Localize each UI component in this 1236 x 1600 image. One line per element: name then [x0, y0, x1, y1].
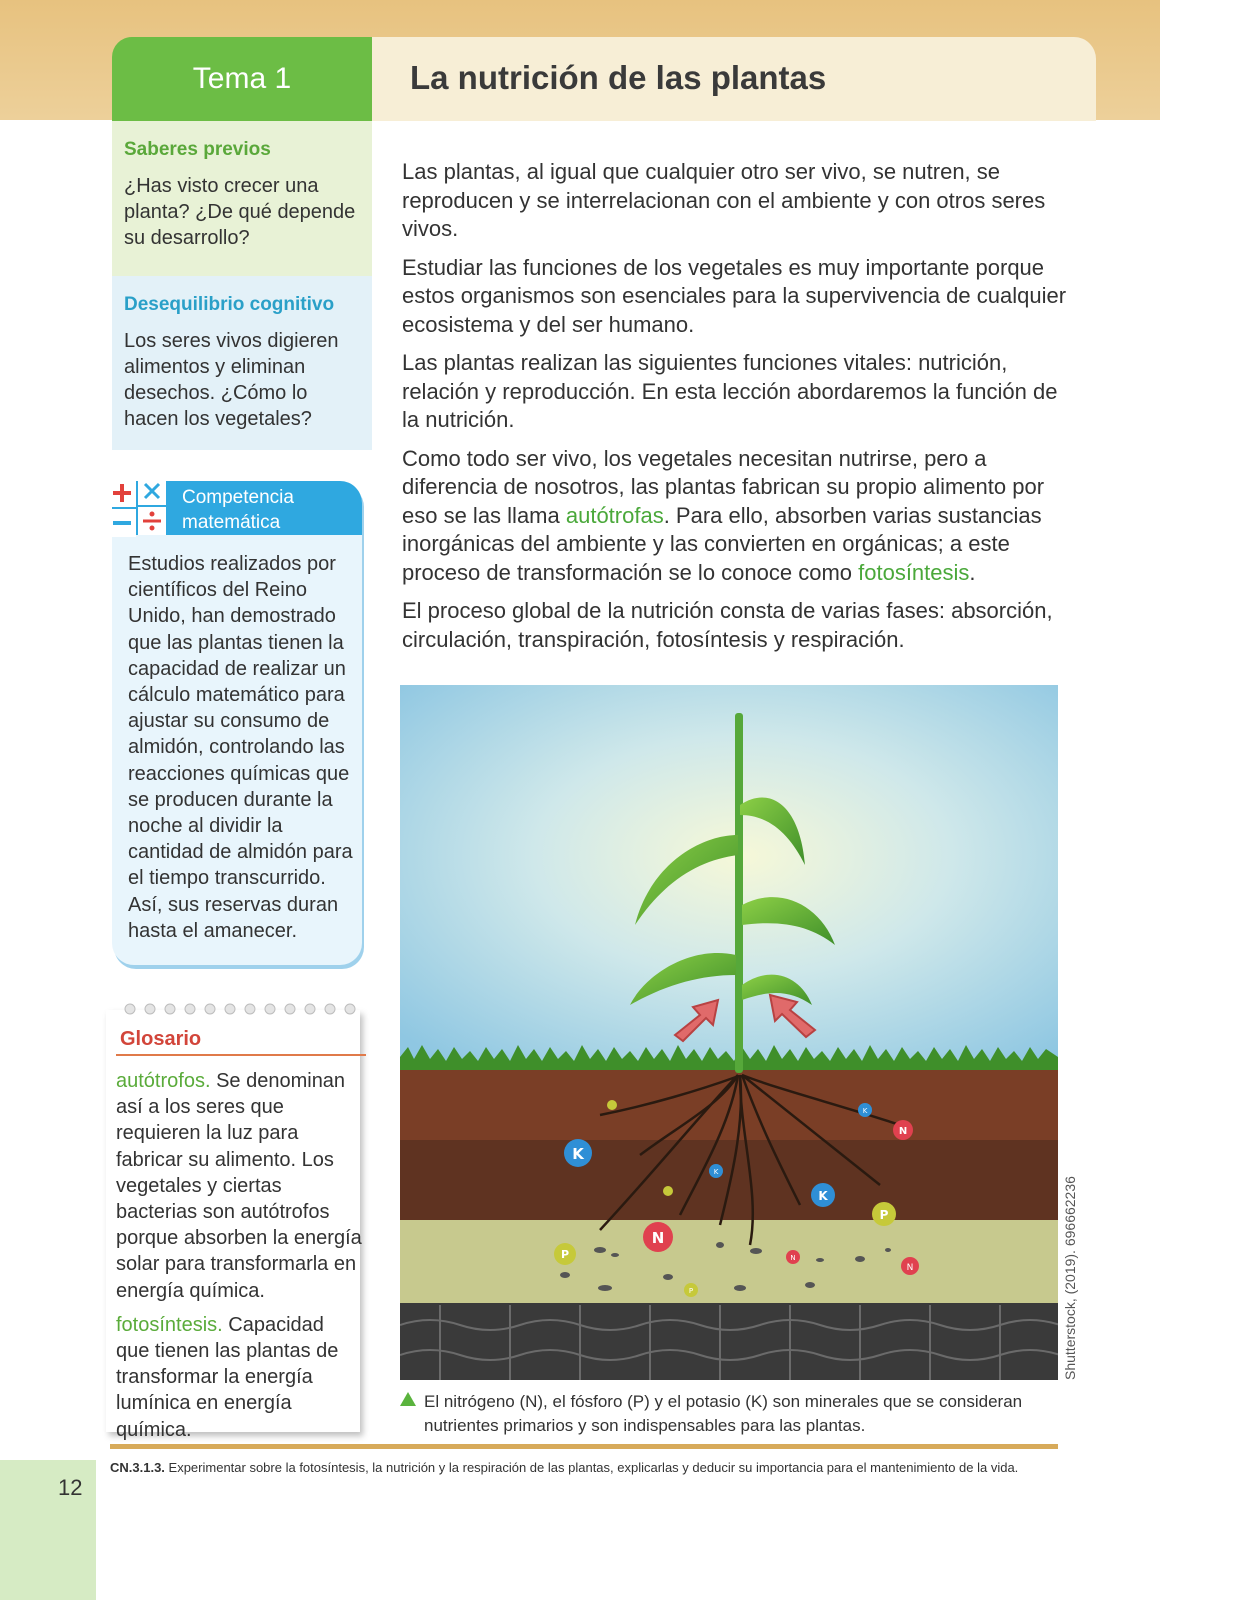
glossary-term: fotosíntesis.: [116, 1313, 223, 1336]
nutrient-k-label: K: [862, 1107, 868, 1115]
plant-soil-svg: [400, 685, 1058, 1380]
sand-layer: [400, 1220, 1058, 1305]
nutrient-p: [554, 1243, 576, 1265]
desequilibrio-heading: Desequilibrio cognitivo: [124, 294, 335, 315]
bedrock: [400, 1303, 1058, 1380]
body-text: .: [969, 559, 976, 585]
glossary-definition: Se denominan así a los seres que requieren la luz para fabricar su alimento. Los vegetales y ciertas bacterias son autótrofos porque absorben la energía solar para transformarla en energía química.: [116, 1070, 362, 1302]
chapter-header: [112, 37, 1096, 121]
image-credit: Shutterstock, (2019). 696662236: [1062, 1176, 1078, 1380]
glosario-heading: Glosario: [120, 1028, 202, 1050]
body-paragraph: Las plantas realizan las siguientes funciones vitales: nutrición, relación y reproducción. En esta lección abordaremos la función de la nutrición.: [402, 350, 1058, 432]
competencia-heading: Competencia matemática: [182, 487, 294, 533]
saberes-text: ¿Has visto crecer una planta? ¿De qué depende su desarrollo?: [124, 175, 356, 249]
glosario-card: [106, 1010, 362, 1441]
glossary-entry: [116, 1068, 362, 1304]
plant-stem: [735, 713, 743, 1073]
curriculum-code: CN.3.1.3.: [110, 1460, 165, 1475]
keyword-fotosintesis: fotosíntesis: [858, 559, 970, 585]
nutrient-n: [643, 1222, 673, 1252]
body-text: . Para ello, absorben varias sustancias inorgánicas del ambiente y las convierten en orgánicas; a este proceso de transformación se lo conoce como: [402, 502, 1042, 585]
glossary-definition: Capacidad que tienen las plantas de transformar la energía lumínica en energía química.: [116, 1313, 339, 1441]
topsoil: [400, 1065, 1058, 1140]
nutrient-p-label: P: [879, 1208, 889, 1222]
desequilibrio-box: [112, 276, 372, 450]
nutrient-k-label: K: [713, 1168, 719, 1176]
page-title: La nutrición de las plantas: [410, 59, 827, 96]
sidebar-info: [112, 121, 372, 450]
nutrient-n-label: N: [898, 1126, 908, 1137]
nutrient-n: [901, 1257, 919, 1275]
nutrient-p-label: P: [688, 1287, 694, 1295]
desequilibrio-text: Los seres vivos digieren alimentos y eliminan desechos. ¿Cómo lo hacen los vegetales?: [124, 330, 339, 430]
math-operations-icon: [106, 473, 170, 539]
nutrient-p: [684, 1283, 698, 1297]
body-paragraph: Las plantas, al igual que cualquier otro ser vivo, se nutren, se reproducen y se interrelacionan con el ambiente y con otros seres vivos.: [402, 159, 1046, 241]
saberes-previos-box: [112, 121, 372, 276]
notebook-rings: [122, 1002, 362, 1016]
competencia-text: Estudios realizados por científicos del Reino Unido, han demostrado que las plantas tienen la capacidad de realizar un cálculo matemático para ajustar su consumo de almidón, controlando las reacciones químicas que se producen durante la noche al dividir la cantidad de almidón para el tiempo transcurrido. Así, sus reservas duran hasta el amanecer.: [128, 553, 353, 942]
nutrient-k-label: K: [818, 1189, 828, 1203]
sky: [400, 685, 1058, 1065]
competencia-card: [112, 481, 362, 965]
nutrient-k: [858, 1103, 872, 1117]
nutrient-dot: [607, 1100, 617, 1110]
nutrient-k: [564, 1139, 592, 1167]
plant-illustration: [400, 685, 1058, 1380]
page-edge: [1160, 0, 1236, 1600]
main-body: [402, 158, 1072, 664]
nutrient-k-label: K: [572, 1145, 584, 1163]
topic-tab: Tema 1: [112, 37, 372, 121]
saberes-heading: Saberes previos: [124, 139, 271, 160]
triangle-icon: [400, 1392, 416, 1406]
curriculum-standard: [110, 1460, 1070, 1475]
nutrient-p: [872, 1202, 896, 1226]
nutrient-n-label: N: [906, 1263, 914, 1273]
curriculum-text: Experimentar sobre la fotosíntesis, la nutrición y la respiración de las plantas, explicarlas y deducir su importancia para el mantenimiento de la vida.: [164, 1460, 1019, 1475]
body-paragraph: Estudiar las funciones de los vegetales es muy importante porque estos organismos son esenciales para la supervivencia de cualquier ecosistema y del ser humano.: [402, 254, 1067, 337]
body-text: Como todo ser vivo, los vegetales necesitan nutrirse, pero a diferencia de nosotros, las plantas fabrican su propio alimento por eso se las llama: [402, 445, 1045, 528]
footer-rule: [110, 1444, 1058, 1449]
caption-text: El nitrógeno (N), el fósforo (P) y el potasio (K) son minerales que se consideran nutrientes primarios y son indispensables para las plantas.: [424, 1392, 1023, 1435]
nutrient-n: [893, 1120, 913, 1140]
keyword-autotrofas: autótrofas: [565, 502, 664, 528]
title-box: [372, 37, 1096, 121]
nutrient-n: [786, 1250, 800, 1264]
nutrient-p-label: P: [560, 1248, 570, 1261]
nutrient-n-label: N: [651, 1229, 665, 1247]
glosario-rule: [116, 1054, 366, 1056]
competencia-header: [112, 481, 362, 535]
body-paragraph: [402, 445, 1072, 588]
glosario-entries: [116, 1068, 362, 1451]
nutrient-n-label: N: [790, 1254, 796, 1262]
glossary-entry: [116, 1312, 362, 1443]
nutrient-k: [811, 1183, 835, 1207]
nutrient-k: [709, 1164, 723, 1178]
glossary-term: autótrofos.: [116, 1070, 211, 1092]
nutrient-dot: [663, 1186, 673, 1196]
body-paragraph: El proceso global de la nutrición consta de varias fases: absorción, circulación, transpiración, fotosíntesis y respiración.: [402, 598, 1053, 652]
page-number: 12: [58, 1475, 83, 1500]
